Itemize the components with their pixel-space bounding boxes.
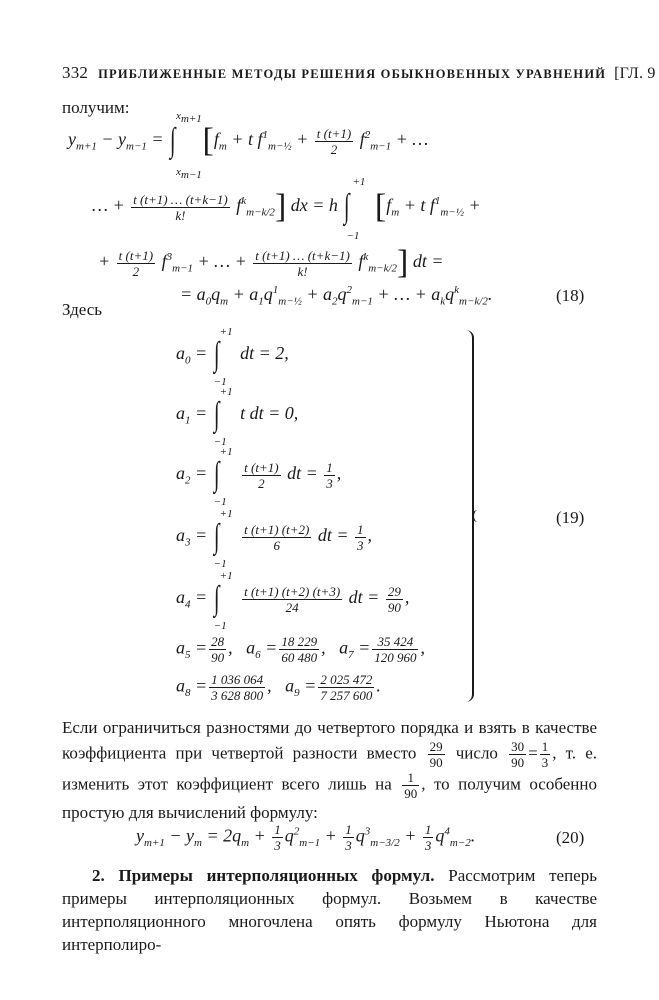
- frac-a4: $\frac{t (t+1) (t+2) (t+3)}{24}$: [244, 583, 341, 615]
- frac-a2: $\frac{t (t+1)}{2}$: [244, 459, 279, 491]
- paragraph-2-body: Рассмотрим теперь примеры интерполяционных формул. Возьмем в качестве интерполяционного многочлена опять формулу Ньютона для интерполиро-: [62, 866, 597, 954]
- eq-a5-a7: $a_5$ = $\frac{28}{90}$ , $a_6$ = $\frac{18 229}{60 480}$ , $a_7$ = $\frac{35 424}{120 960}$ ,: [176, 634, 425, 665]
- eq20: $y_{m+1} - y_m = 2q_m$ + $\frac{1}{3}$ $q^2_{m-1}$ + $\frac{1}{3}$ $q^3_{m-3/2}$ + $\frac{1}{3}$ $q^4_{m-2}$.: [136, 822, 476, 853]
- running-title: ПРИБЛИЖЕННЫЕ МЕТОДЫ РЕШЕНИЯ ОБЫКНОВЕННЫХ УРАВНЕНИЙ: [98, 67, 607, 81]
- text-poluchim: получим:: [62, 98, 130, 117]
- eq-a8-a9: $a_8$ = $\frac{1 036 064}{3 628 800}$ , $a_9$ = $\frac{2 025 472}{7 257 600}$ .: [176, 672, 381, 703]
- eq-a0: $a_0$ = ∫ +1 −1 dt = 2,: [176, 326, 289, 388]
- frac-a7: $\frac{35 424}{120 960}$: [374, 634, 417, 665]
- frac-t2-line1: $\frac{t (t+1)}{2}$: [316, 125, 352, 157]
- paragraph-2: [62, 864, 597, 956]
- frac-t2-line3: $\frac{t (t+1)}{2}$: [118, 247, 154, 279]
- frac-tk-line3: $\frac{t (t+1) \dots (t+k-1)}{k!}$: [255, 247, 350, 279]
- eq19-number: (19): [556, 508, 585, 527]
- system-brace-tip: [472, 510, 482, 522]
- eq-a2: $a_2$ = ∫ +1 −1 $\frac{t (t+1)}{2}$ dt = $\frac{1}{3}$ ,: [176, 446, 342, 508]
- running-header: [62, 63, 656, 83]
- paragraph-1: Если ограничиться разностями до четвертого порядка и взять в качестве коэффициента при четвертой разности вместо $\frac{29}{90}$ число $\frac{30}{90}$ = $\frac{1}{3}$ , т. е. изменить этот коэффициент всего лишь на $\frac{1}{90}$ , то получим особенно простую для вычислений формулу:: [62, 718, 598, 822]
- eq18-number: (18): [556, 286, 585, 305]
- eq-a1: $a_1$ = ∫ +1 −1 t dt = 0,: [176, 386, 299, 448]
- frac-a6: $\frac{18 229}{60 480}$: [281, 634, 318, 665]
- eq-a4: $a_4$ = ∫ +1 −1 $\frac{t (t+1) (t+2) (t+3)}{24}$ dt = $\frac{29}{90}$ ,: [176, 570, 410, 632]
- frac-a5: $\frac{28}{90}$: [211, 634, 225, 665]
- chapter-label: [ГЛ. 9: [614, 65, 656, 82]
- frac-a4-value: $\frac{29}{90}$: [387, 583, 401, 615]
- frac-a9: $\frac{2 025 472}{7 257 600}$: [320, 672, 373, 703]
- frac-a3-value: $\frac{1}{3}$: [357, 521, 364, 553]
- section-title: 2. Примеры интерполяционных формул.: [92, 866, 435, 885]
- frac-a2-value: $\frac{1}{3}$: [326, 459, 333, 491]
- frac-tk-line2: $\frac{t (t+1) \dots (t+k-1)}{k!}$: [133, 191, 228, 223]
- page-number: 332: [62, 63, 89, 82]
- eq20-number: (20): [556, 828, 585, 847]
- eq18-line2: … + $\frac{t (t+1) \dots (t+k-1)}{k!}$ $f^k_{m-k/2}$] dx = h ∫ +1 −1 [$f_m + t$ $f^1_{m-\frac{1}{2}}$ +: [92, 176, 481, 242]
- eq18-line3: + $\frac{t (t+1)}{2}$ $f^3_{m-1}$ + … + $\frac{t (t+1) \dots (t+k-1)}{k!}$ $f^k_{m-k/2}$] dt =: [98, 244, 444, 281]
- frac-a8: $\frac{1 036 064}{3 628 800}$: [211, 672, 264, 703]
- frac-a3: $\frac{t (t+1) (t+2)}{6}$: [244, 521, 310, 553]
- eq-a3: $a_3$ = ∫ +1 −1 $\frac{t (t+1) (t+2)}{6}$ dt = $\frac{1}{3}$ ,: [176, 508, 373, 570]
- text-zdes: Здесь: [62, 300, 103, 319]
- eq18-line4: = $a_0q_m + a_1q^1_{m-\frac{1}{2}} + a_2q^2_{m-1}$ + … + $a_kq^k_{m-k/2}$.: [180, 284, 493, 308]
- eq18-line1: $y_{m+1} - y_{m-1}$ = ∫ $x_{m+1}$ $x_{m-1}$ [$f_m + t$ $f^1_{m-\frac{1}{2}}$ + $\frac{t (t+1)}{2}$ $f^2_{m-1}$ + …: [68, 110, 429, 182]
